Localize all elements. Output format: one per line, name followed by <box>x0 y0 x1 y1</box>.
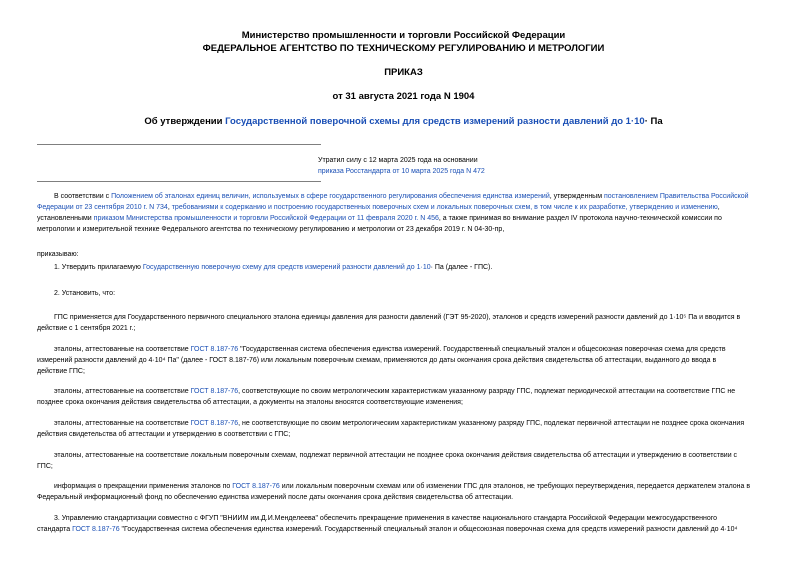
standards-1-line: действие ГПС; <box>37 368 85 375</box>
gps-line: ГПС применяется для Государственного первичного специального эталона единицы давления для разности давлений (ГЭТ 95-2020), эталонов и средств измерений разности давлений до 1·10⁵ Па и вводится в <box>54 314 741 321</box>
order-word: приказываю: <box>37 251 79 258</box>
preamble-line <box>37 213 768 224</box>
gost-link[interactable]: ГОСТ 8.187-76 <box>190 388 239 395</box>
scheme-link[interactable]: Государственную поверочную схему для средств измерений разности давлений до 1·10 <box>142 264 431 271</box>
text-fragment: установленными <box>37 215 94 222</box>
text-fragment: "Государственная система обеспечения единства измерений. Государственный специальный эталон и общесоюзная поверочная схема для средств <box>238 346 726 353</box>
item-1 <box>37 262 785 273</box>
text-fragment: , соответствующие по своим метрологическим характеристикам указанному разряду ГПС, подлежат периодической аттестации на соответствие ГПС не <box>238 388 736 395</box>
text-fragment: эталоны, аттестованные на соответствие <box>54 388 191 395</box>
title-suffix: · Па <box>644 116 663 127</box>
preamble-line <box>37 191 785 202</box>
standards-3-line <box>37 418 785 429</box>
text-fragment: эталоны, аттестованные на соответствие <box>54 420 191 427</box>
item-2: 2. Установить, что: <box>54 290 116 297</box>
agency-name: ФЕДЕРАЛЬНОЕ АГЕНТСТВО ПО ТЕХНИЧЕСКОМУ РЕГУЛИРОВАНИЮ И МЕТРОЛОГИИ <box>202 43 605 54</box>
text-fragment: , а также принимая во внимание раздел IV протокола научно-технической комиссии по <box>438 215 722 222</box>
standards-2-line <box>37 386 785 397</box>
ministry-order-link[interactable]: приказом Министерства промышленности и торговли Российской Федерации от 11 февраля 2020 г. N 456 <box>93 215 439 222</box>
text-fragment: 1. Утвердить прилагаемую <box>54 264 143 271</box>
standards-4-line: эталоны, аттестованные на соответствие локальным поверочным схемам, подлежат первичной аттестации не позднее срока окончания действия свидетельства об аттестации и утверждению в соответствии с <box>54 452 738 459</box>
text-fragment: , утвержденным <box>549 193 604 200</box>
info-line: Федеральный информационный фонд по обеспечению единства измерений после даты окончания срока действия свидетельства об аттестации. <box>37 494 514 501</box>
info-line <box>37 481 785 492</box>
text-fragment: В соответствии с <box>54 193 112 200</box>
gps-line: действие с 1 сентября 2021 г.; <box>37 325 136 332</box>
item-3-line <box>37 524 768 535</box>
requirements-link[interactable]: требованиями к содержанию и построению государственных поверочных схем и локальных поверочных схем, в том числе к их разработке, утверждению и изменению <box>171 204 718 211</box>
standards-4-line: ГПС; <box>37 463 53 470</box>
doc-type: ПРИКАЗ <box>384 67 423 78</box>
doc-title <box>0 116 807 127</box>
standards-1-line <box>37 344 785 355</box>
text-fragment: , <box>167 204 172 211</box>
text-fragment: · Па (далее - ГПС). <box>430 264 493 271</box>
text-fragment: , не соответствующие по своим метрологическим характеристикам указанному разряду ГПС, подлежат первичной аттестации не позднее срока окончания <box>238 420 745 427</box>
text-fragment: или локальным поверочным схемам или об изменении ГПС для эталонов, не требующих переутверждения, передается держателем эталона в <box>279 483 751 490</box>
standards-3-line: действия свидетельства об аттестации и утверждению в соответствии с ГПС; <box>37 431 291 438</box>
item-3-line: 3. Управлению стандартизации совместно с ФГУП "ВНИИМ им.Д.И.Менделеева" обеспечить прекращение применения в качестве национального стандарта Российской Федерации межгосударственного <box>54 515 718 522</box>
title-link[interactable]: Государственной поверочной схемы для средств измерений разности давлений до 1·10 <box>225 116 645 127</box>
text-fragment: информация о прекращении применения эталонов по <box>54 483 233 490</box>
preamble-line: метрологии и измерительной технике Федерального агентства по техническому регулированию и метрологии от 23 декабря 2019 г. N 04-30-пр, <box>37 226 505 233</box>
text-fragment: стандарта <box>37 526 73 533</box>
government-decree-link-cont[interactable]: Федерации от 23 сентября 2010 г. N 734 <box>37 204 168 211</box>
gost-link[interactable]: ГОСТ 8.187-76 <box>232 483 280 490</box>
title-prefix: Об утверждении <box>144 116 226 127</box>
gost-link[interactable]: ГОСТ 8.187-76 <box>190 420 239 427</box>
standards-1-line: измерений разности давлений до 4·10⁴ Па" (далее - ГОСТ 8.187-76) или локальным поверочным схемам, применяются до даты окончания срока действия свидетельства об аттестации, выданного до ввода в <box>37 357 717 364</box>
text-fragment: , <box>717 204 720 211</box>
repeal-notice <box>318 155 485 177</box>
divider-bottom <box>37 181 321 182</box>
standards-2-line: позднее срока окончания действия свидетельства об аттестации, а документы на эталоны вносятся соответствующие изменения; <box>37 399 463 406</box>
doc-date-number: от 31 августа 2021 года N 1904 <box>332 91 475 102</box>
government-decree-link[interactable]: постановлением Правительства Российской <box>603 193 749 200</box>
repeal-order-link[interactable]: приказа Росстандарта от 10 марта 2025 года N 472 <box>318 168 485 175</box>
repeal-notice-line: Утратил силу с 12 марта 2025 года на основании <box>318 157 478 164</box>
text-fragment: "Государственная система обеспечения единства измерений. Государственный специальный эталон и общесоюзная поверочная схема для средств измерений разности давлений до 4·10⁴ <box>119 526 738 533</box>
gost-link[interactable]: ГОСТ 8.187-76 <box>190 346 239 353</box>
gost-link[interactable]: ГОСТ 8.187-76 <box>72 526 120 533</box>
regulation-link[interactable]: Положением об эталонах единиц величин, используемых в сфере государственного регулирования обеспечения единства измерений <box>111 193 550 200</box>
preamble-line <box>37 202 768 213</box>
text-fragment: эталоны, аттестованные на соответствие <box>54 346 191 353</box>
ministry-name: Министерство промышленности и торговли Российской Федерации <box>241 30 566 41</box>
divider-top <box>37 144 321 145</box>
